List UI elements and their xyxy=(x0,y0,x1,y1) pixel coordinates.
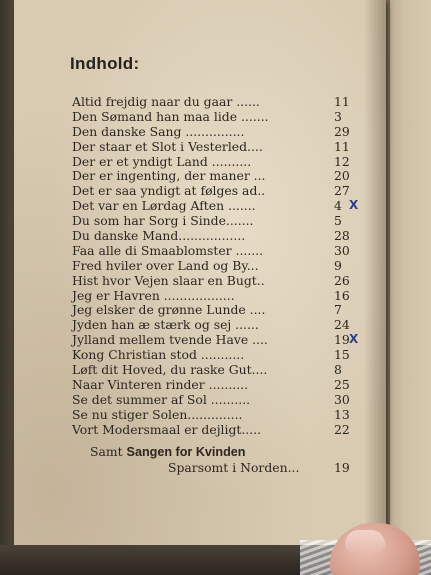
handwritten-check-mark: X xyxy=(349,332,359,347)
toc-entry xyxy=(72,393,352,408)
toc-entry-page: 24 xyxy=(334,317,350,333)
toc-entry-title: Jeg er Havren .................. xyxy=(72,287,235,303)
toc-entry-title: Naar Vinteren rinder .......... xyxy=(72,376,249,392)
toc-entry-page: 19 xyxy=(334,332,350,348)
toc-entry xyxy=(72,169,352,184)
toc-entry xyxy=(72,363,352,378)
toc-entry-title: Jylland mellem tvende Have .... xyxy=(72,332,268,348)
toc-entry xyxy=(72,318,352,333)
toc-entry-title: Altid frejdig naar du gaar ...... xyxy=(72,94,260,109)
toc-entry-title: Det var en Lørdag Aften ....... xyxy=(72,198,256,214)
toc-entry-page: 11 xyxy=(334,94,350,109)
toc-entry-page: 13 xyxy=(334,406,350,422)
toc-entry-title: Løft dit Hoved, du raske Gut.... xyxy=(72,362,268,378)
appendix-entry xyxy=(90,460,360,476)
toc-entry-title: Den Sømand han maa lide ....... xyxy=(72,108,269,124)
toc-entry-page: 22 xyxy=(334,421,350,437)
next-page-edge xyxy=(386,0,390,555)
toc-entry xyxy=(72,244,352,259)
toc-entry xyxy=(72,155,352,170)
toc-entry-page: 3 xyxy=(334,108,342,124)
appendix-section xyxy=(90,444,360,476)
toc-entry-title: Kong Christian stod ........... xyxy=(72,347,245,363)
handwritten-check-mark: X xyxy=(349,198,359,213)
toc-entry xyxy=(72,289,352,304)
toc-entry-page: 8 xyxy=(334,362,342,378)
toc-entry-page: 16 xyxy=(334,287,350,303)
toc-entry xyxy=(72,184,352,199)
toc-entry-page: 26 xyxy=(334,272,350,288)
toc-entry xyxy=(72,408,352,423)
table-of-contents xyxy=(72,94,359,437)
toc-entry xyxy=(72,303,352,318)
toc-entry-page: 27 xyxy=(334,183,350,199)
toc-entry-title: Den danske Sang ............... xyxy=(72,123,245,139)
toc-entry-title: Der er et yndigt Land .......... xyxy=(72,153,252,169)
toc-entry-page: 15 xyxy=(334,347,350,363)
toc-entry-title: Du som har Sorg i Sinde....... xyxy=(72,213,254,229)
toc-entry-title: Jyden han æ stærk og sej ...... xyxy=(72,317,259,333)
appendix-entry-page: 19 xyxy=(334,460,350,475)
appendix-song-title: Sangen for Kvinden xyxy=(126,445,246,459)
toc-entry-page: 25 xyxy=(334,376,350,392)
toc-entry-title: Faa alle di Smaablomster ....... xyxy=(72,242,264,258)
toc-entry-page: 12 xyxy=(334,153,350,169)
thumbnail-nail xyxy=(345,530,385,552)
spine-shadow xyxy=(364,0,386,548)
toc-entry-title: Der staar et Slot i Vesterled.... xyxy=(72,138,263,154)
toc-entry xyxy=(72,378,352,393)
toc-entry-page: 30 xyxy=(334,391,350,407)
toc-entry xyxy=(72,140,352,155)
toc-entry xyxy=(72,214,352,229)
toc-entry xyxy=(72,95,352,110)
toc-entry-title: Du danske Mand................. xyxy=(72,228,246,244)
toc-entry-title: Det er saa yndigt at følges ad.. xyxy=(72,183,266,199)
toc-entry xyxy=(72,332,359,348)
toc-entry xyxy=(72,259,352,274)
toc-entry-page: 28 xyxy=(334,228,350,244)
toc-entry xyxy=(72,423,352,438)
toc-entry-title: Se nu stiger Solen.............. xyxy=(72,406,243,422)
appendix-heading xyxy=(90,444,360,460)
toc-entry xyxy=(72,110,352,125)
toc-entry-title: Se det summer af Sol .......... xyxy=(72,391,251,407)
appendix-entry-title: Sparsomt i Norden... xyxy=(168,460,300,475)
toc-entry-title: Hist hvor Vejen slaar en Bugt.. xyxy=(72,272,265,288)
toc-entry-page: 5 xyxy=(334,213,342,229)
toc-entry xyxy=(72,348,352,363)
toc-entry-page: 7 xyxy=(334,302,342,318)
toc-entry-page: 9 xyxy=(334,257,342,273)
toc-entry xyxy=(72,274,352,289)
toc-entry-title: Jeg elsker de grønne Lunde .... xyxy=(72,302,266,318)
toc-entry-title: Der er ingenting, der maner ... xyxy=(72,168,266,184)
toc-entry xyxy=(72,198,359,214)
toc-entry-title: Fred hviler over Land og By... xyxy=(72,257,259,273)
toc-entry-page: 29 xyxy=(334,123,350,139)
toc-entry-title: Vort Modersmaal er dejligt..... xyxy=(72,421,262,437)
next-page xyxy=(386,0,431,555)
toc-entry-page: 11 xyxy=(334,138,350,154)
toc-entry-page: 20 xyxy=(334,168,350,184)
toc-entry-page: 30 xyxy=(334,242,350,258)
appendix-prefix: Samt xyxy=(90,444,127,459)
toc-entry xyxy=(72,229,352,244)
toc-entry-page: 4 xyxy=(334,198,342,214)
page-title: Indhold: xyxy=(70,54,140,73)
toc-entry xyxy=(72,125,352,140)
